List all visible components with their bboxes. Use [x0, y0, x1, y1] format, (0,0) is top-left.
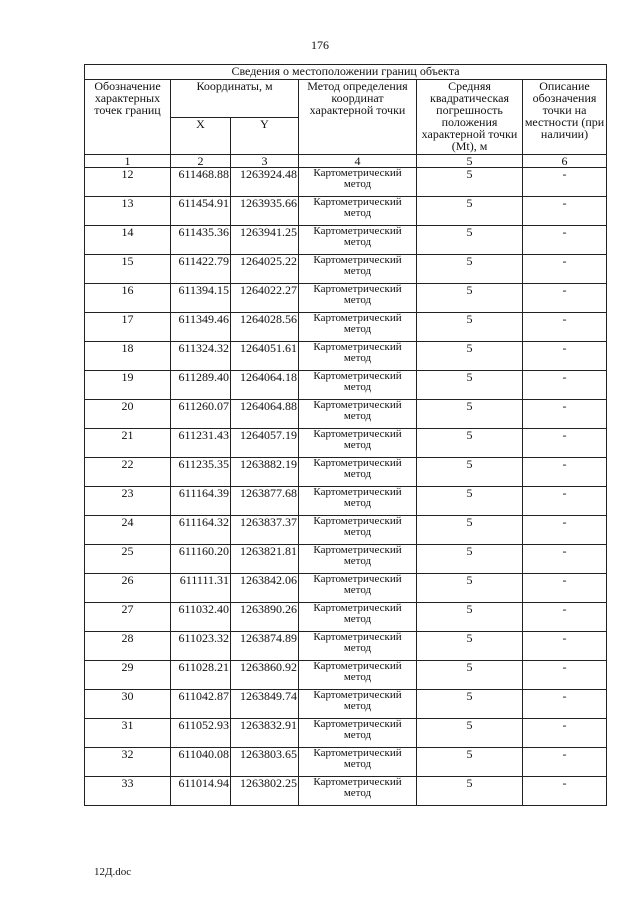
- point-cell: 13: [85, 197, 171, 226]
- error-cell: 5: [417, 574, 523, 603]
- error-cell: 5: [417, 197, 523, 226]
- description-cell: -: [523, 603, 607, 632]
- table-title: Сведения о местоположении границ объекта: [85, 65, 607, 80]
- x-coordinate-cell: 611468.88: [171, 168, 231, 197]
- description-cell: -: [523, 226, 607, 255]
- x-coordinate-cell: 611014.94: [171, 777, 231, 806]
- method-cell: Картометрический метод: [299, 168, 417, 197]
- method-cell: Картометрический метод: [299, 226, 417, 255]
- y-coordinate-cell: 1263882.19: [231, 458, 299, 487]
- method-cell: Картометрический метод: [299, 661, 417, 690]
- error-cell: 5: [417, 516, 523, 545]
- point-cell: 27: [85, 603, 171, 632]
- description-cell: -: [523, 342, 607, 371]
- point-cell: 33: [85, 777, 171, 806]
- y-coordinate-cell: 1263941.25: [231, 226, 299, 255]
- point-cell: 31: [85, 719, 171, 748]
- method-cell: Картометрический метод: [299, 284, 417, 313]
- error-cell: 5: [417, 748, 523, 777]
- x-coordinate-cell: 611028.21: [171, 661, 231, 690]
- method-cell: Картометрический метод: [299, 400, 417, 429]
- y-coordinate-cell: 1264025.22: [231, 255, 299, 284]
- method-cell: Картометрический метод: [299, 429, 417, 458]
- x-coordinate-cell: 611231.43: [171, 429, 231, 458]
- x-coordinate-cell: 611260.07: [171, 400, 231, 429]
- y-coordinate-cell: 1264051.61: [231, 342, 299, 371]
- table-row: [85, 371, 607, 400]
- x-coordinate-cell: 611040.08: [171, 748, 231, 777]
- table-row: [85, 545, 607, 574]
- table-row: [85, 400, 607, 429]
- table-row: [85, 226, 607, 255]
- table-row: [85, 255, 607, 284]
- description-cell: -: [523, 574, 607, 603]
- description-cell: -: [523, 661, 607, 690]
- x-coordinate-cell: 611235.35: [171, 458, 231, 487]
- x-coordinate-cell: 611164.32: [171, 516, 231, 545]
- boundary-table: [84, 64, 607, 806]
- point-cell: 22: [85, 458, 171, 487]
- method-cell: Картометрический метод: [299, 371, 417, 400]
- point-cell: 26: [85, 574, 171, 603]
- method-cell: Картометрический метод: [299, 632, 417, 661]
- description-cell: -: [523, 719, 607, 748]
- x-coordinate-cell: 611042.87: [171, 690, 231, 719]
- y-coordinate-cell: 1263842.06: [231, 574, 299, 603]
- header-method: Метод определения координат характерной точки: [299, 80, 417, 155]
- method-cell: Картометрический метод: [299, 197, 417, 226]
- table-row: [85, 313, 607, 342]
- point-cell: 25: [85, 545, 171, 574]
- point-cell: 19: [85, 371, 171, 400]
- point-cell: 18: [85, 342, 171, 371]
- table-row: [85, 574, 607, 603]
- x-coordinate-cell: 611164.39: [171, 487, 231, 516]
- y-coordinate-cell: 1263890.26: [231, 603, 299, 632]
- x-coordinate-cell: 611349.46: [171, 313, 231, 342]
- y-coordinate-cell: 1264064.18: [231, 371, 299, 400]
- point-cell: 12: [85, 168, 171, 197]
- header-description: Описание обозначения точки на местности (при наличии): [523, 80, 607, 155]
- y-coordinate-cell: 1263874.89: [231, 632, 299, 661]
- point-cell: 30: [85, 690, 171, 719]
- method-cell: Картометрический метод: [299, 719, 417, 748]
- error-cell: 5: [417, 690, 523, 719]
- error-cell: 5: [417, 777, 523, 806]
- description-cell: -: [523, 487, 607, 516]
- method-cell: Картометрический метод: [299, 777, 417, 806]
- table-row: [85, 197, 607, 226]
- point-cell: 17: [85, 313, 171, 342]
- point-cell: 23: [85, 487, 171, 516]
- table-row: [85, 342, 607, 371]
- column-number: 4: [299, 155, 417, 168]
- description-cell: -: [523, 284, 607, 313]
- table-row: [85, 748, 607, 777]
- table-row: [85, 661, 607, 690]
- error-cell: 5: [417, 487, 523, 516]
- x-coordinate-cell: 611435.36: [171, 226, 231, 255]
- error-cell: 5: [417, 400, 523, 429]
- footer-filename: 12Д.doc: [94, 866, 132, 878]
- error-cell: 5: [417, 168, 523, 197]
- table-row: [85, 516, 607, 545]
- table-row: [85, 168, 607, 197]
- y-coordinate-cell: 1263832.91: [231, 719, 299, 748]
- x-coordinate-cell: 611422.79: [171, 255, 231, 284]
- y-coordinate-cell: 1264064.88: [231, 400, 299, 429]
- header-error: Средняя квадратическая погрешность положения характерной точки (Mt), м: [417, 80, 523, 155]
- y-coordinate-cell: 1264022.27: [231, 284, 299, 313]
- y-coordinate-cell: 1263802.25: [231, 777, 299, 806]
- method-cell: Картометрический метод: [299, 313, 417, 342]
- table-row: [85, 632, 607, 661]
- error-cell: 5: [417, 719, 523, 748]
- description-cell: -: [523, 255, 607, 284]
- description-cell: -: [523, 545, 607, 574]
- y-coordinate-cell: 1263924.48: [231, 168, 299, 197]
- header-points: Обозначение характерных точек границ: [85, 80, 171, 155]
- column-number: 3: [231, 155, 299, 168]
- x-coordinate-cell: 611289.40: [171, 371, 231, 400]
- point-cell: 14: [85, 226, 171, 255]
- description-cell: -: [523, 748, 607, 777]
- point-cell: 32: [85, 748, 171, 777]
- description-cell: -: [523, 197, 607, 226]
- point-cell: 24: [85, 516, 171, 545]
- method-cell: Картометрический метод: [299, 545, 417, 574]
- table-row: [85, 284, 607, 313]
- method-cell: Картометрический метод: [299, 748, 417, 777]
- y-coordinate-cell: 1263849.74: [231, 690, 299, 719]
- x-coordinate-cell: 611111.31: [171, 574, 231, 603]
- method-cell: Картометрический метод: [299, 487, 417, 516]
- y-coordinate-cell: 1263877.68: [231, 487, 299, 516]
- table-row: [85, 690, 607, 719]
- error-cell: 5: [417, 284, 523, 313]
- description-cell: -: [523, 168, 607, 197]
- description-cell: -: [523, 690, 607, 719]
- description-cell: -: [523, 516, 607, 545]
- x-coordinate-cell: 611032.40: [171, 603, 231, 632]
- method-cell: Картометрический метод: [299, 603, 417, 632]
- y-coordinate-cell: 1263821.81: [231, 545, 299, 574]
- point-cell: 16: [85, 284, 171, 313]
- x-coordinate-cell: 611023.32: [171, 632, 231, 661]
- y-coordinate-cell: 1263860.92: [231, 661, 299, 690]
- error-cell: 5: [417, 429, 523, 458]
- column-number: 1: [85, 155, 171, 168]
- error-cell: 5: [417, 255, 523, 284]
- point-cell: 20: [85, 400, 171, 429]
- description-cell: -: [523, 313, 607, 342]
- method-cell: Картометрический метод: [299, 690, 417, 719]
- point-cell: 21: [85, 429, 171, 458]
- table-row: [85, 487, 607, 516]
- method-cell: Картометрический метод: [299, 458, 417, 487]
- x-coordinate-cell: 611324.32: [171, 342, 231, 371]
- point-cell: 28: [85, 632, 171, 661]
- y-coordinate-cell: 1263935.66: [231, 197, 299, 226]
- table-row: [85, 777, 607, 806]
- table-row: [85, 719, 607, 748]
- column-number: 2: [171, 155, 231, 168]
- column-number-row: [85, 155, 607, 168]
- description-cell: -: [523, 632, 607, 661]
- y-coordinate-cell: 1264028.56: [231, 313, 299, 342]
- x-coordinate-cell: 611052.93: [171, 719, 231, 748]
- y-coordinate-cell: 1263803.65: [231, 748, 299, 777]
- x-coordinate-cell: 611394.15: [171, 284, 231, 313]
- table-row: [85, 603, 607, 632]
- point-cell: 29: [85, 661, 171, 690]
- description-cell: -: [523, 400, 607, 429]
- table-row: [85, 429, 607, 458]
- error-cell: 5: [417, 603, 523, 632]
- error-cell: 5: [417, 313, 523, 342]
- method-cell: Картометрический метод: [299, 342, 417, 371]
- method-cell: Картометрический метод: [299, 255, 417, 284]
- method-cell: Картометрический метод: [299, 516, 417, 545]
- page-number: 176: [311, 38, 329, 52]
- error-cell: 5: [417, 661, 523, 690]
- error-cell: 5: [417, 226, 523, 255]
- y-coordinate-cell: 1263837.37: [231, 516, 299, 545]
- method-cell: Картометрический метод: [299, 574, 417, 603]
- header-x: X: [171, 117, 231, 155]
- header-y: Y: [231, 117, 299, 155]
- x-coordinate-cell: 611454.91: [171, 197, 231, 226]
- column-number: 5: [417, 155, 523, 168]
- point-cell: 15: [85, 255, 171, 284]
- error-cell: 5: [417, 458, 523, 487]
- table-row: [85, 458, 607, 487]
- y-coordinate-cell: 1264057.19: [231, 429, 299, 458]
- error-cell: 5: [417, 371, 523, 400]
- error-cell: 5: [417, 545, 523, 574]
- description-cell: -: [523, 429, 607, 458]
- column-number: 6: [523, 155, 607, 168]
- error-cell: 5: [417, 632, 523, 661]
- x-coordinate-cell: 611160.20: [171, 545, 231, 574]
- header-coords: Координаты, м: [171, 80, 299, 118]
- description-cell: -: [523, 777, 607, 806]
- error-cell: 5: [417, 342, 523, 371]
- description-cell: -: [523, 371, 607, 400]
- description-cell: -: [523, 458, 607, 487]
